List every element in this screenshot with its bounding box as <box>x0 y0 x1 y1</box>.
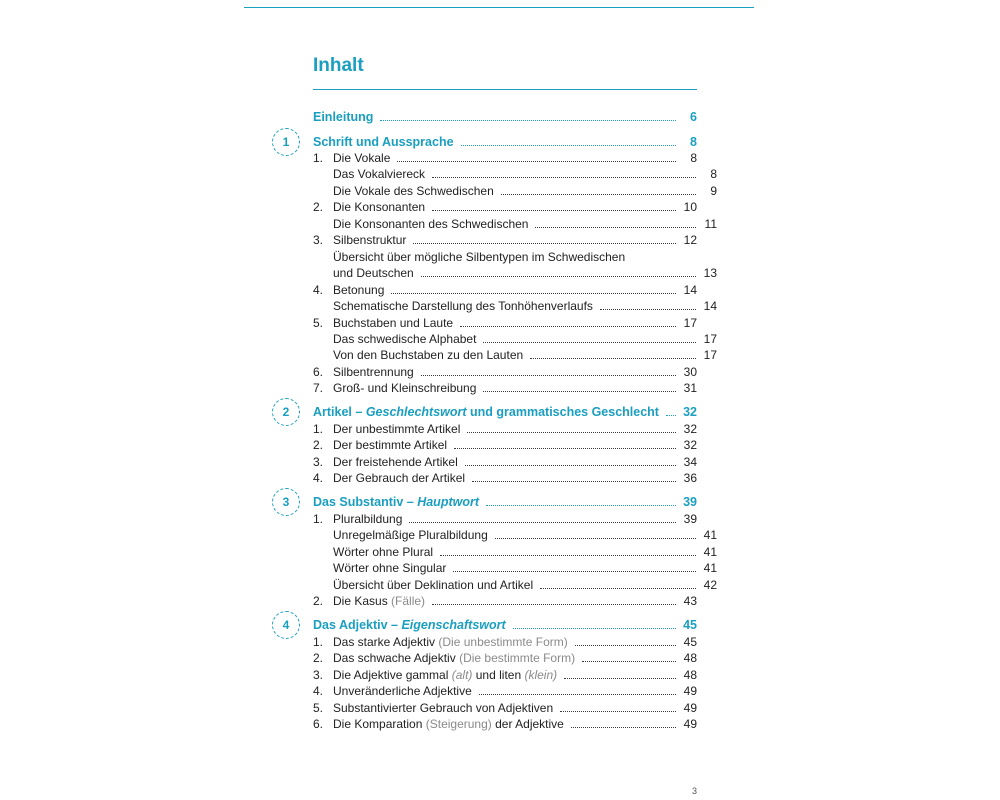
entry-label-part: Die Kasus <box>333 594 388 608</box>
dot-leader <box>483 342 696 343</box>
entry-label: Unregelmäßige Pluralbildung <box>333 528 488 542</box>
chapter-title-italic: Eigenschaftswort <box>401 618 506 632</box>
dot-leader <box>483 391 676 392</box>
dot-leader <box>582 661 676 662</box>
chapter-title-part: Artikel – <box>313 405 366 419</box>
dot-leader <box>564 678 676 679</box>
entry-label: Übersicht über Deklination und Artikel <box>333 578 534 592</box>
entry-number: 7. <box>313 381 324 395</box>
entry-label: Schematische Darstellung des Tonhöhenverlaufs <box>333 299 593 313</box>
entry-number: 4. <box>313 471 324 485</box>
dot-leader <box>432 604 676 605</box>
entry-page: 48 <box>683 651 697 665</box>
dot-leader <box>409 522 676 523</box>
entry-label: Betonung <box>333 283 385 297</box>
toc-entry[interactable] <box>313 649 697 665</box>
chapter-title-part: und grammatisches Geschlecht <box>466 405 659 419</box>
entry-number: 6. <box>313 717 324 731</box>
entry-label: Die Konsonanten des Schwedischen <box>333 217 529 231</box>
toc-entry[interactable] <box>313 453 697 469</box>
entry-label: Silbentrennung <box>333 365 414 379</box>
entry-page: 30 <box>683 365 697 379</box>
entry-label <box>333 635 568 649</box>
dot-leader <box>465 465 676 466</box>
toc-entry[interactable] <box>313 182 717 198</box>
entry-number: 5. <box>313 701 324 715</box>
entry-page: 41 <box>703 528 717 542</box>
entry-page: 48 <box>683 668 697 682</box>
entry-label-part: Das schwache Adjektiv <box>333 651 456 665</box>
entry-number: 5. <box>313 316 324 330</box>
chapter-3-badge: 3 <box>272 488 300 516</box>
chapter-title <box>313 495 479 509</box>
entry-label: Unveränderliche Adjektive <box>333 684 472 698</box>
toc-entry[interactable] <box>313 699 697 715</box>
entry-label: Buchstaben und Laute <box>333 316 454 330</box>
toc-chapter-3[interactable] <box>313 493 697 509</box>
entry-page: 17 <box>703 348 717 362</box>
dot-leader <box>513 628 676 629</box>
dot-leader <box>495 538 696 539</box>
dot-leader <box>453 571 696 572</box>
entry-page: 10 <box>683 200 697 214</box>
entry-label: Die Vokale <box>333 151 391 165</box>
entry-label: Die Vokale des Schwedischen <box>333 184 494 198</box>
chapter-title <box>313 405 659 419</box>
toc-entry[interactable] <box>313 526 717 542</box>
entry-label-part: der Adjektive <box>495 717 564 731</box>
entry-page: 42 <box>703 578 717 592</box>
dot-leader <box>454 448 676 449</box>
toc-entry[interactable] <box>313 469 697 485</box>
entry-number: 1. <box>313 151 324 165</box>
entry-page: 8 <box>710 167 717 181</box>
entry-label-gloss: (Steigerung) <box>425 717 492 731</box>
entry-label: Wörter ohne Singular <box>333 561 447 575</box>
toc-entry-continued[interactable] <box>313 248 717 264</box>
entry-label <box>333 594 425 608</box>
entry-label <box>333 668 557 682</box>
entry-number: 1. <box>313 422 324 436</box>
entry-number: 4. <box>313 283 324 297</box>
chapter-page: 45 <box>683 618 697 632</box>
toc-entry[interactable] <box>313 715 697 731</box>
dot-leader <box>460 326 676 327</box>
toc-entry[interactable] <box>313 231 697 247</box>
entry-number: 4. <box>313 684 324 698</box>
chapter-title-italic: Geschlechtswort <box>365 405 467 419</box>
entry-label-part: Die Komparation <box>333 717 423 731</box>
entry-page: 8 <box>690 151 697 165</box>
toc-entry[interactable] <box>313 420 697 436</box>
toc-entry[interactable] <box>313 215 717 231</box>
entry-label: Das schwedische Alphabet <box>333 332 477 346</box>
entry-number: 3. <box>313 668 324 682</box>
dot-leader <box>472 481 676 482</box>
dot-leader <box>397 161 676 162</box>
entry-page: 45 <box>683 635 697 649</box>
entry-page: 17 <box>703 332 717 346</box>
toc-entry[interactable] <box>313 314 697 330</box>
page-title: Inhalt <box>313 55 364 76</box>
entry-page: 49 <box>683 701 697 715</box>
entry-number: 2. <box>313 651 324 665</box>
entry-page: 39 <box>683 512 697 526</box>
entry-label: Substantivierter Gebrauch von Adjektiven <box>333 701 554 715</box>
entry-label-gloss: (Die bestimmte Form) <box>459 651 576 665</box>
entry-label <box>333 651 575 665</box>
dot-leader <box>530 358 696 359</box>
entry-label: Der freistehende Artikel <box>333 455 458 469</box>
toc-entry[interactable] <box>313 436 697 452</box>
entry-label-part: und liten <box>475 668 522 682</box>
dot-leader <box>535 227 696 228</box>
toc-entry[interactable] <box>313 198 697 214</box>
toc-entry-page: 6 <box>690 110 697 124</box>
dot-leader <box>501 194 696 195</box>
entry-page: 43 <box>683 594 697 608</box>
entry-label-gloss: (klein) <box>524 668 558 682</box>
entry-label <box>333 717 564 731</box>
dot-leader <box>461 145 676 146</box>
entry-page: 36 <box>683 471 697 485</box>
chapter-title-italic: Hauptwort <box>417 495 480 509</box>
entry-page: 14 <box>683 283 697 297</box>
chapter-page: 39 <box>683 495 697 509</box>
entry-label: Übersicht über mögliche Silbentypen im Schwedischen <box>333 250 626 264</box>
entry-page: 12 <box>683 233 697 247</box>
entry-page: 11 <box>704 217 717 231</box>
entry-number: 3. <box>313 233 324 247</box>
title-rule <box>313 89 697 90</box>
chapter-title <box>313 618 506 632</box>
entry-page: 41 <box>703 545 717 559</box>
entry-label: Der Gebrauch der Artikel <box>333 471 466 485</box>
dot-leader <box>380 120 676 121</box>
toc-entry[interactable] <box>313 559 717 575</box>
toc-chapter-4[interactable] <box>313 616 697 632</box>
toc-chapter-1[interactable] <box>313 133 697 149</box>
dot-leader <box>560 711 676 712</box>
chapter-title-part: Das Adjektiv – <box>313 618 402 632</box>
dot-leader <box>600 309 696 310</box>
entry-page: 41 <box>703 561 717 575</box>
dot-leader <box>467 432 676 433</box>
entry-label-gloss: (alt) <box>451 668 473 682</box>
dot-leader <box>432 177 696 178</box>
toc-entry-einleitung[interactable] <box>313 108 697 124</box>
entry-label-part: Die Adjektive gammal <box>333 668 449 682</box>
entry-label: Wörter ohne Plural <box>333 545 434 559</box>
chapter-4-badge: 4 <box>272 611 300 639</box>
entry-label: Von den Buchstaben zu den Lauten <box>333 348 524 362</box>
toc-entry[interactable] <box>313 165 717 181</box>
entry-page: 32 <box>683 422 697 436</box>
dot-leader <box>486 505 676 506</box>
top-rule <box>244 7 754 8</box>
entry-number: 6. <box>313 365 324 379</box>
entry-label-gloss: (Fälle) <box>391 594 426 608</box>
toc-entry[interactable] <box>313 666 697 682</box>
toc-entry[interactable] <box>313 297 717 313</box>
toc-entry[interactable] <box>313 592 697 608</box>
entry-label: Silbenstruktur <box>333 233 407 247</box>
entry-label: Der unbestimmte Artikel <box>333 422 461 436</box>
dot-leader <box>575 645 676 646</box>
chapter-page: 32 <box>683 405 697 419</box>
entry-page: 49 <box>683 717 697 731</box>
dot-leader <box>479 694 676 695</box>
entry-label: Der bestimmte Artikel <box>333 438 448 452</box>
entry-label: Das Vokalviereck <box>333 167 426 181</box>
entry-page: 32 <box>683 438 697 452</box>
dot-leader <box>432 210 676 211</box>
entry-page: 13 <box>703 266 717 280</box>
chapter-1-badge: 1 <box>272 128 300 156</box>
toc-entry-label: Einleitung <box>313 110 374 124</box>
entry-label-part: Das starke Adjektiv <box>333 635 436 649</box>
entry-label: Die Konsonanten <box>333 200 426 214</box>
toc-entry[interactable] <box>313 633 697 649</box>
entry-page: 17 <box>683 316 697 330</box>
toc-entry[interactable] <box>313 149 697 165</box>
dot-leader <box>540 588 696 589</box>
dot-leader <box>440 555 696 556</box>
entry-page: 34 <box>683 455 697 469</box>
toc-entry[interactable] <box>313 330 717 346</box>
entry-number: 1. <box>313 512 324 526</box>
toc-entry[interactable] <box>313 576 717 592</box>
entry-number: 2. <box>313 200 324 214</box>
entry-page: 49 <box>683 684 697 698</box>
toc-entry[interactable] <box>313 543 717 559</box>
toc-entry[interactable] <box>313 510 697 526</box>
chapter-2-badge: 2 <box>272 398 300 426</box>
dot-leader <box>391 293 676 294</box>
toc-entry[interactable] <box>313 281 697 297</box>
entry-label: Groß- und Kleinschreibung <box>333 381 477 395</box>
entry-label: Pluralbildung <box>333 512 403 526</box>
chapter-page: 8 <box>690 135 697 149</box>
entry-page: 14 <box>703 299 717 313</box>
entry-number: 1. <box>313 635 324 649</box>
entry-page: 9 <box>710 184 717 198</box>
entry-label: und Deutschen <box>333 266 414 280</box>
page-number: 3 <box>692 786 698 796</box>
entry-page: 31 <box>683 381 697 395</box>
toc-chapter-2[interactable] <box>313 403 697 419</box>
dot-leader <box>571 727 676 728</box>
dot-leader <box>666 415 676 416</box>
entry-number: 2. <box>313 438 324 452</box>
toc-entry[interactable] <box>313 379 697 395</box>
toc-entry[interactable] <box>313 363 697 379</box>
chapter-title-part: Das Substantiv – <box>313 495 418 509</box>
toc-entry[interactable] <box>313 264 717 280</box>
chapter-title: Schrift und Aussprache <box>313 135 454 149</box>
toc-entry[interactable] <box>313 682 697 698</box>
entry-number: 2. <box>313 594 324 608</box>
dot-leader <box>413 243 676 244</box>
dot-leader <box>421 375 676 376</box>
dot-leader <box>421 276 696 277</box>
toc-entry[interactable] <box>313 346 717 362</box>
entry-number: 3. <box>313 455 324 469</box>
entry-label-gloss: (Die unbestimmte Form) <box>438 635 568 649</box>
